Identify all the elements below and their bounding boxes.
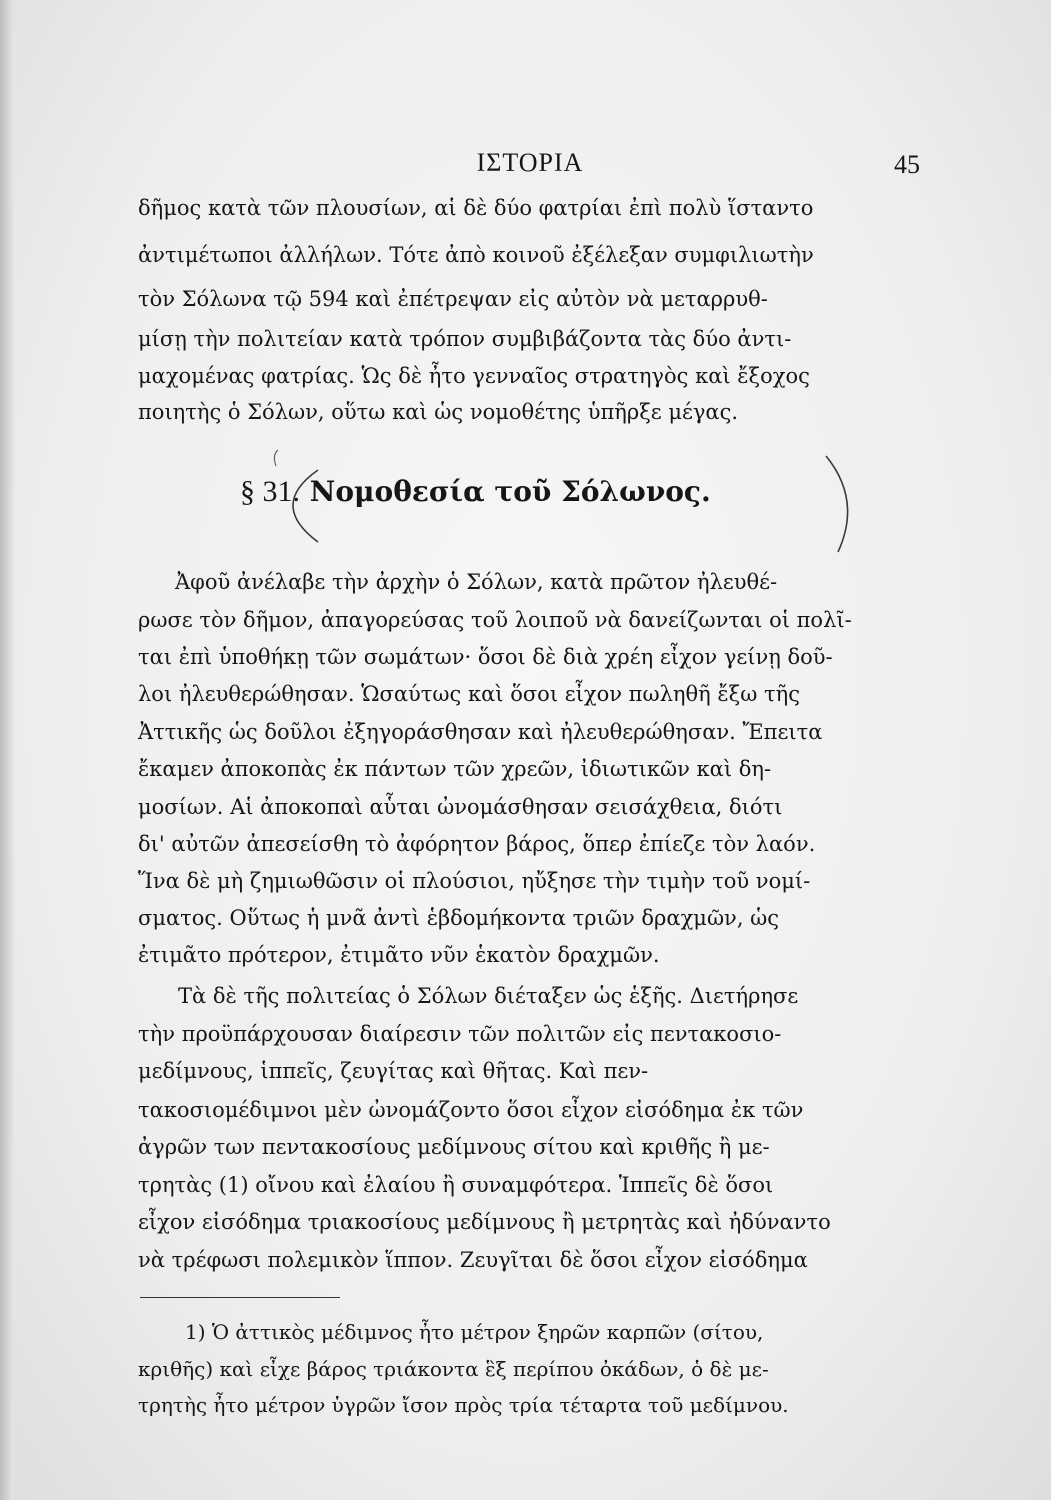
text-line: ἐτιμᾶτο πρότερον, ἐτιμᾶτο νῦν ἑκατὸν δραχμῶν.	[138, 943, 660, 967]
text-line: νὰ τρέφωσι πολεμικὸν ἵππον. Ζευγῖται δὲ ὅσοι εἶχον εἰσόδημα	[138, 1248, 808, 1272]
text-line: ποιητὴς ὁ Σόλων, οὕτω καὶ ὡς νομοθέτης ὑπῆρξε μέγας.	[138, 400, 739, 424]
text-line: ρωσε τὸν δῆμον, ἀπαγορεύσας τοῦ λοιποῦ νὰ δανείζωνται οἱ πολῖ-	[138, 608, 852, 632]
text-line: ἀγρῶν των πεντακοσίους μεδίμνους σίτου καὶ κριθῆς ἢ με-	[138, 1135, 770, 1159]
text-line: τακοσιομέδιμνοι μὲν ὠνομάζοντο ὅσοι εἶχον εἰσόδημα ἐκ τῶν	[138, 1098, 804, 1122]
text-line: Ἵνα δὲ μὴ ζημιωθῶσιν οἱ πλούσιοι, ηὔξησε τὴν τιμὴν τοῦ νομί-	[138, 869, 811, 893]
text-line: ἀντιμέτωποι ἀλλήλων. Τότε ἀπὸ κοινοῦ ἐξέλεξαν συμφιλιωτὴν	[138, 243, 814, 267]
text-line: μεδίμνους, ἱππεῖς, ζευγίτας καὶ θῆτας. Καὶ πεν-	[138, 1059, 649, 1083]
text-line: μαχομένας φατρίας. Ὡς δὲ ἦτο γενναῖος στρατηγὸς καὶ ἔξοχος	[138, 364, 810, 388]
section-heading	[240, 475, 860, 535]
section-title: Νομοθεσία τοῦ Σόλωνος.	[309, 475, 711, 508]
footnote-line: κριθῆς) καὶ εἶχε βάρος τριάκοντα ἓξ περίπου ὀκάδων, ὁ δὲ με-	[138, 1357, 769, 1381]
text-line: τὸν Σόλωνα τῷ 594 καὶ ἐπέτρεψαν εἰς αὐτὸν νὰ μεταρρυθ-	[138, 287, 768, 311]
text-line: σματος. Οὕτως ἡ μνᾶ ἀντὶ ἑβδομήκοντα τριῶν δραχμῶν, ὡς	[138, 906, 780, 930]
running-head	[0, 148, 1051, 182]
text-line: μίσῃ τὴν πολιτείαν κατὰ τρόπον συμβιβάζοντα τὰς δύο ἀντι-	[138, 327, 792, 351]
footnote-line: τρητὴς ἦτο μέτρον ὑγρῶν ἴσον πρὸς τρία τέταρτα τοῦ μεδίμνου.	[138, 1393, 789, 1417]
text-line: Τὰ δὲ τῆς πολιτείας ὁ Σόλων διέταξεν ὡς ἑξῆς. Διετήρησε	[178, 984, 799, 1008]
text-line: λοι ἠλευθερώθησαν. Ὡσαύτως καὶ ὅσοι εἶχον πωληθῆ ἔξω τῆς	[138, 682, 800, 706]
text-line: ται ἐπὶ ὑποθήκῃ τῶν σωμάτων· ὅσοι δὲ διὰ χρέη εἶχον γείνῃ δοῦ-	[138, 645, 833, 669]
text-line: μοσίων. Αἱ ἀποκοπαὶ αὗται ὠνομάσθησαν σεισάχθεια, διότι	[138, 795, 783, 819]
text-line: εἶχον εἰσόδημα τριακοσίους μεδίμνους ἢ μετρητὰς καὶ ἠδύναντο	[138, 1210, 831, 1234]
running-head-title: ΙΣΤΟΡΙΑ	[476, 148, 584, 177]
page-number: 45	[894, 150, 920, 179]
text-line: δι' αὐτῶν ἀπεσείσθη τὸ ἀφόρητον βάρος, ὅπερ ἐπίεζε τὸν λαόν.	[138, 832, 816, 856]
page-gutter-shadow	[0, 0, 14, 1500]
text-line: ἔκαμεν ἀποκοπὰς ἐκ πάντων τῶν χρεῶν, ἰδιωτικῶν καὶ δη-	[138, 757, 772, 781]
footnote-rule	[140, 1297, 340, 1298]
footnote-line: 1) Ὁ ἀττικὸς μέδιμνος ἦτο μέτρον ξηρῶν καρπῶν (σίτου,	[185, 1320, 764, 1344]
text-line: τρητὰς (1) οἴνου καὶ ἐλαίου ἢ συναμφότερα. Ἱππεῖς δὲ ὅσοι	[138, 1173, 774, 1197]
text-line: Ἀφοῦ ἀνέλαβε τὴν ἀρχὴν ὁ Σόλων, κατὰ πρῶτον ἠλευθέ-	[175, 570, 778, 594]
section-number: § 31.	[240, 475, 300, 508]
text-line: Ἀττικῆς ὡς δοῦλοι ἐξηγοράσθησαν καὶ ἠλευθερώθησαν. Ἔπειτα	[138, 720, 823, 744]
text-line: τὴν προϋπάρχουσαν διαίρεσιν τῶν πολιτῶν εἰς πεντακοσιο-	[138, 1022, 782, 1046]
text-line: δῆμος κατὰ τῶν πλουσίων, αἱ δὲ δύο φατρίαι ἐπὶ πολὺ ἵσταντο	[138, 196, 814, 220]
